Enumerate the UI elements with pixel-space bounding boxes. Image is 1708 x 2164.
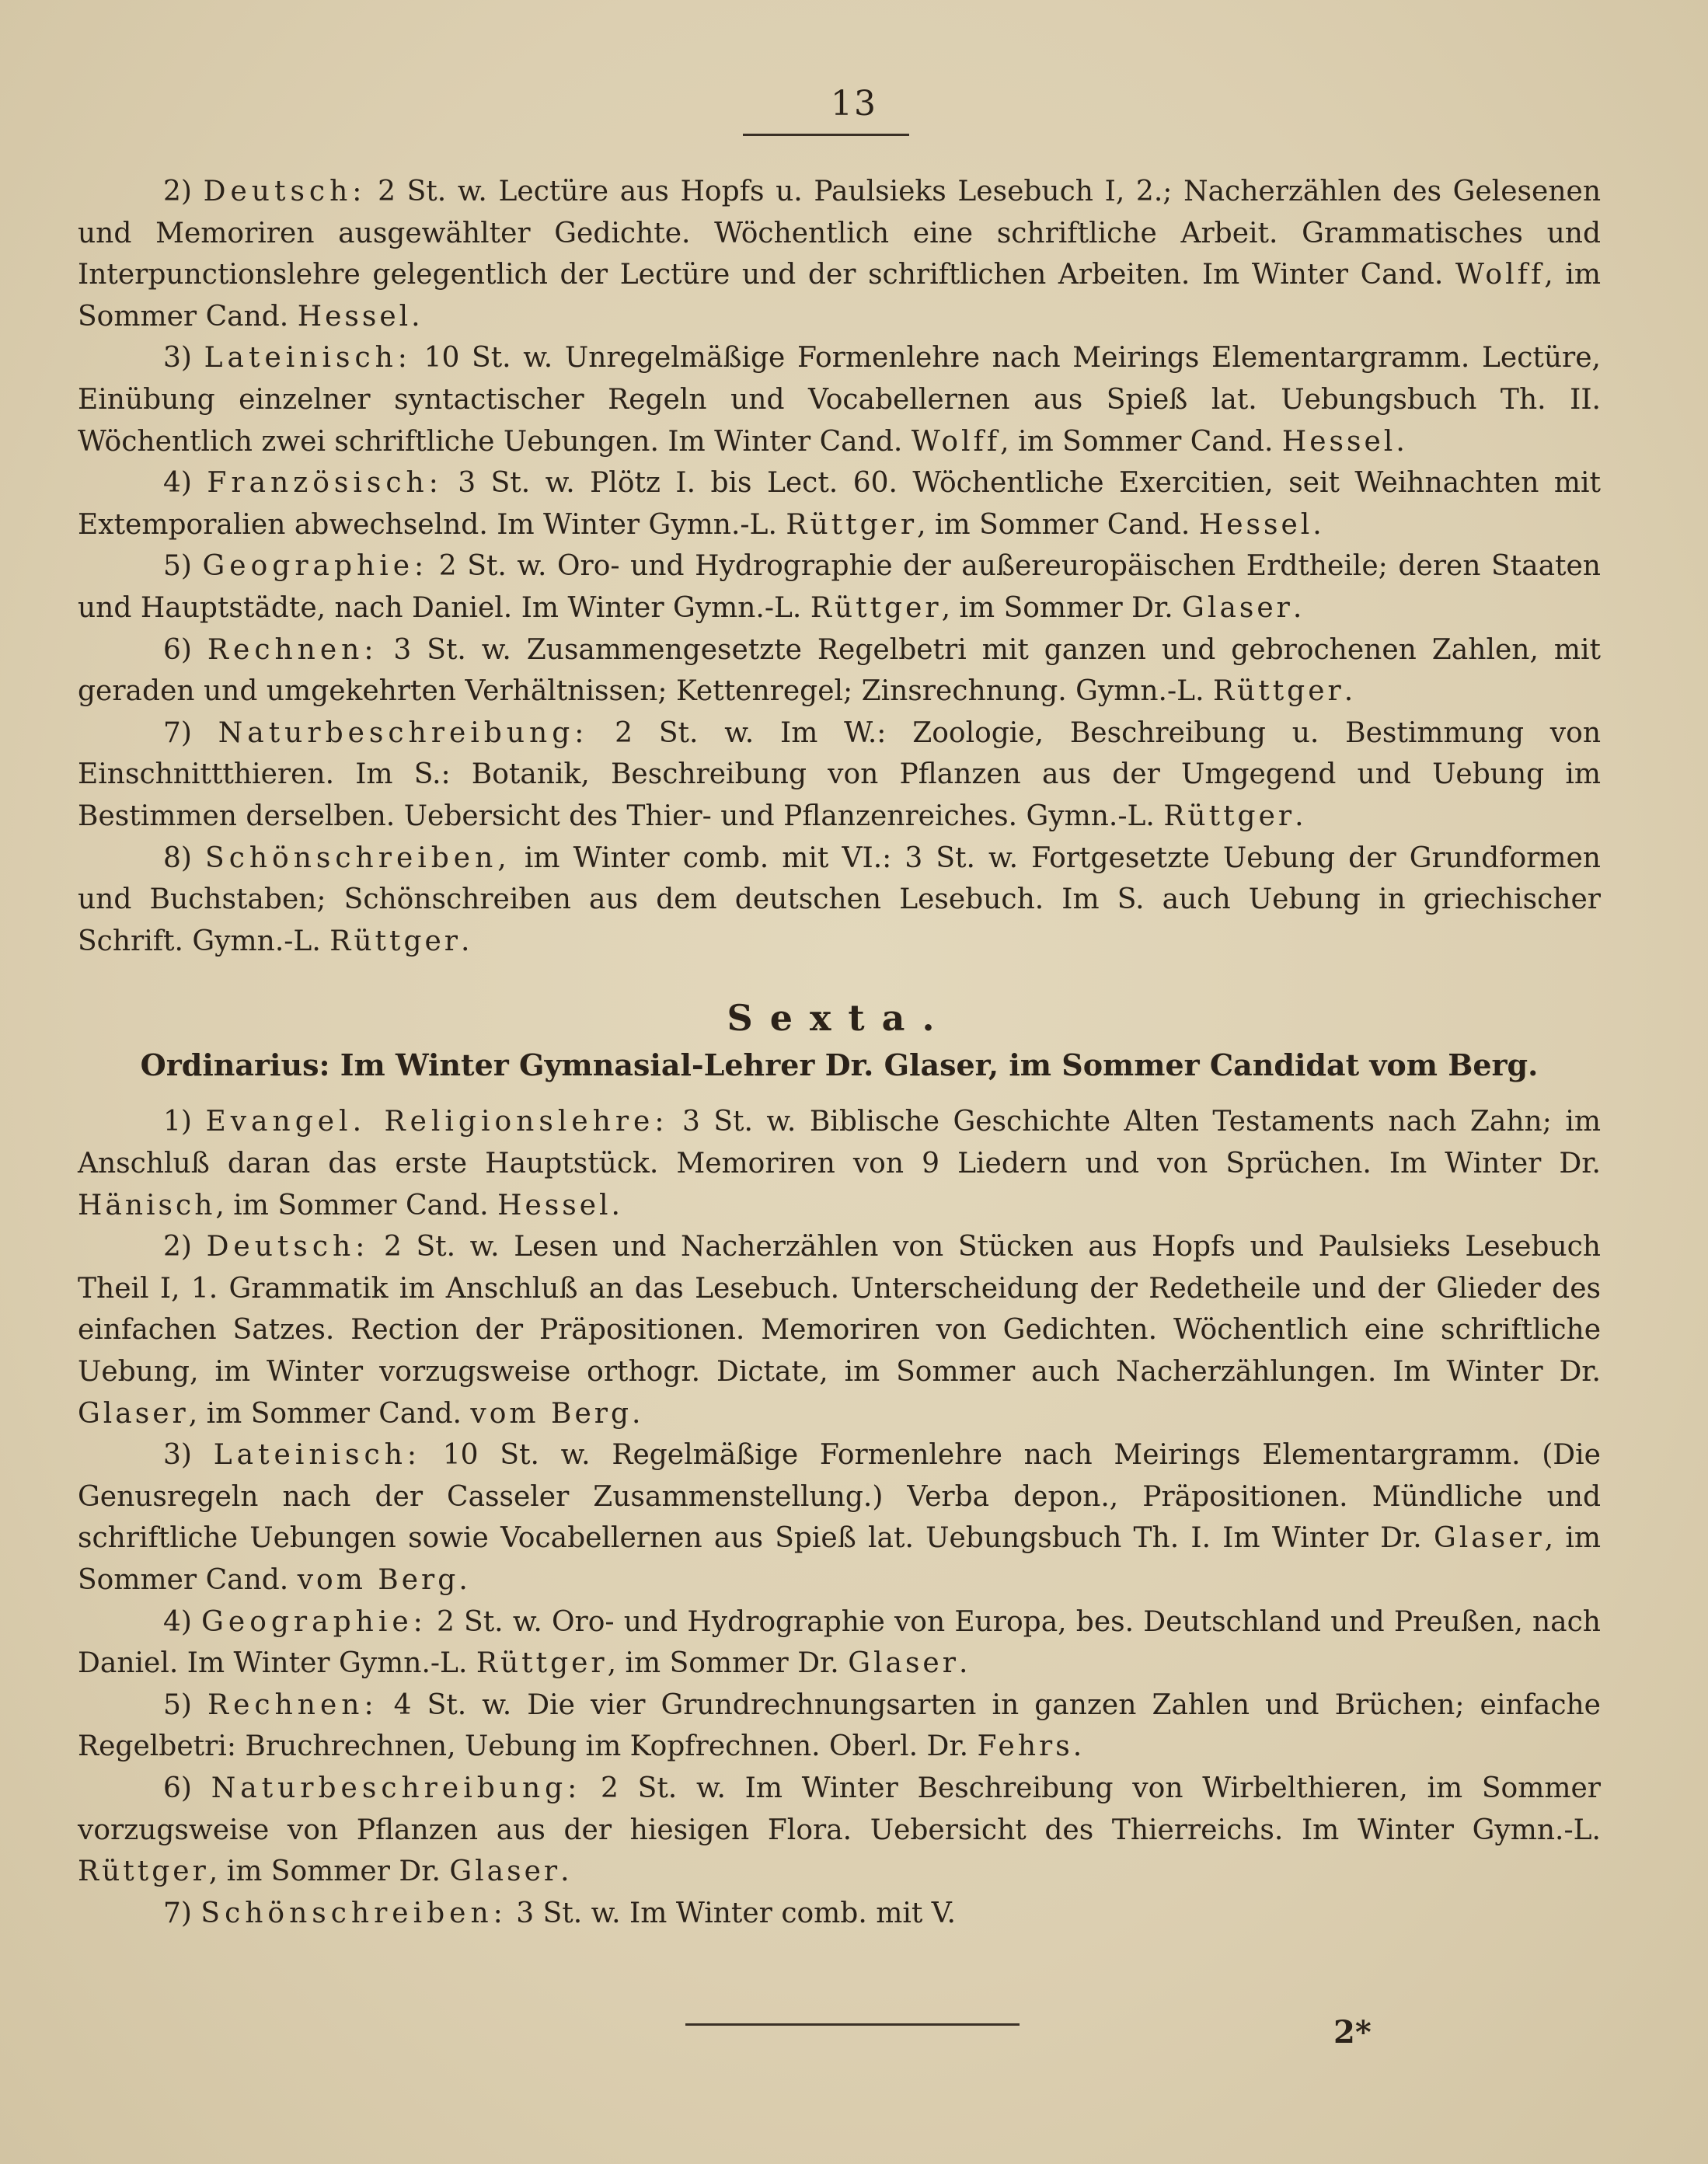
connector-text: , im Sommer Dr. bbox=[941, 591, 1183, 624]
paragraph-number: 3) bbox=[163, 1439, 192, 1472]
course-paragraph bbox=[78, 1685, 1601, 1768]
course-description: 2 St. w. Lesen und Nacherzählen von Stücken aus Hopfs und Paulsieks Lesebuch Theil I, 1. Grammatik im Anschluß an das Lesebuch. Unterscheidung der Redetheile und der Glieder des einfachen Satzes. Rection der Präpositionen. Memoriren von Gedichten. Wöchentlich eine schriftliche Uebung, im Winter vorzugsweise orthogr. Dictate, im Sommer auch Nacherzählungen. Im Winter Dr. bbox=[78, 1231, 1601, 1389]
teacher-name: Rüttger bbox=[78, 1856, 209, 1888]
course-description: 3 St. w. Im Winter comb. mit V. bbox=[516, 1897, 956, 1929]
subject-name: Geographie: bbox=[202, 550, 429, 583]
teacher-name: vom Berg bbox=[470, 1397, 633, 1430]
paragraph-number: 7) bbox=[163, 716, 192, 749]
paragraph-end: . bbox=[1396, 425, 1405, 458]
teacher-name: Hessel bbox=[497, 1189, 612, 1221]
previous-section-paragraphs bbox=[78, 171, 1601, 962]
connector-text: , im Sommer Cand. bbox=[188, 1397, 471, 1430]
paragraph-end: . bbox=[611, 1189, 620, 1221]
teacher-name: Wolff bbox=[911, 425, 1001, 458]
teacher-name: Rüttger bbox=[1212, 675, 1344, 708]
teacher-name: Glaser bbox=[1433, 1522, 1545, 1555]
teacher-name: Glaser bbox=[78, 1397, 189, 1430]
paragraph-end: . bbox=[1344, 675, 1354, 708]
subject-name: Französisch: bbox=[207, 467, 443, 500]
subject-name: Rechnen: bbox=[207, 1688, 378, 1721]
paragraph-end: . bbox=[1292, 591, 1302, 624]
course-description: 2 St. w. Oro- und Hydrographie der außereuropäischen Erdtheile; deren Staaten und Hauptstädte, nach Daniel. Im Winter Gymn.-L. bbox=[78, 550, 1601, 624]
teacher-name: Hessel bbox=[1198, 508, 1313, 541]
subject-name: Evangel. Religionslehre: bbox=[205, 1106, 669, 1138]
paragraph-number: 7) bbox=[163, 1897, 192, 1929]
connector-text: , im Sommer Cand. bbox=[215, 1189, 498, 1221]
signature-mark: 2* bbox=[1333, 2014, 1372, 2051]
connector-text: , im Sommer Cand. bbox=[917, 508, 1199, 541]
header-rule bbox=[743, 134, 909, 136]
subject-name: Naturbeschreibung: bbox=[211, 1772, 582, 1804]
course-paragraph bbox=[78, 1601, 1601, 1685]
course-description: 3 St. w. Biblische Geschichte Alten Testaments nach Zahn; im Anschluß daran das erste Hauptstück. Memoriren von 9 Liedern und von Sprüchen. Im Winter Dr. bbox=[78, 1106, 1601, 1180]
teacher-name: vom Berg bbox=[297, 1564, 459, 1596]
paragraph-number: 6) bbox=[163, 633, 192, 666]
paragraph-end: . bbox=[632, 1397, 641, 1430]
course-description: 10 St. w. Regelmäßige Formenlehre nach Meirings Elementargramm. (Die Genusregeln nach der Casseler Zusammenstellung.) Verba depon., Präpositionen. Mündliche und schriftliche Uebungen sowie Vocabellernen aus Spieß lat. Uebungsbuch Th. I. Im Winter Dr. bbox=[78, 1439, 1601, 1555]
paragraph-end: . bbox=[560, 1856, 570, 1888]
paragraph-number: 4) bbox=[163, 1605, 192, 1638]
teacher-name: Rüttger bbox=[476, 1647, 608, 1680]
connector-text: , im Sommer Cand. bbox=[78, 259, 1601, 333]
teacher-name: Hessel bbox=[297, 300, 412, 333]
course-description: im Winter comb. mit VI.: 3 St. w. Fortgesetzte Uebung der Grundformen und Buchstaben; Schönschreiben aus dem deutschen Lesebuch. Im S. auch Uebung in griechischer Schrift. Gymn.-L. bbox=[78, 842, 1601, 957]
sexta-paragraphs bbox=[78, 1101, 1601, 1934]
paragraph-end: . bbox=[461, 925, 470, 957]
connector-text: , im Sommer Cand. bbox=[78, 1522, 1601, 1596]
course-paragraph bbox=[78, 1101, 1601, 1226]
teacher-name: Hänisch bbox=[78, 1189, 216, 1221]
teacher-name: Glaser bbox=[1182, 591, 1293, 624]
course-paragraph bbox=[78, 1226, 1601, 1434]
connector-text: , im Sommer Dr. bbox=[607, 1647, 849, 1680]
footer-rule bbox=[685, 2023, 1020, 2026]
paragraph-number: 1) bbox=[163, 1106, 192, 1138]
course-paragraph bbox=[78, 545, 1601, 629]
paragraph-number: 2) bbox=[163, 176, 192, 207]
course-description: 3 St. w. Plötz I. bis Lect. 60. Wöchentliche Exercitien, seit Weihnachten mit Extemporalien abwechselnd. Im Winter Gymn.-L. bbox=[78, 467, 1601, 541]
teacher-name: Rüttger bbox=[1163, 800, 1295, 832]
teacher-name: Rüttger bbox=[810, 591, 942, 624]
course-paragraph bbox=[78, 337, 1601, 462]
subject-name: Deutsch: bbox=[206, 1231, 370, 1263]
course-paragraph bbox=[78, 629, 1601, 713]
paragraph-number: 2) bbox=[163, 1231, 192, 1263]
subject-name: Geographie: bbox=[201, 1605, 427, 1638]
teacher-name: Fehrs bbox=[977, 1730, 1073, 1763]
page-body bbox=[78, 171, 1601, 1934]
course-paragraph bbox=[78, 713, 1601, 838]
subject-name: Lateinisch: bbox=[204, 342, 412, 375]
subject-name: Naturbeschreibung: bbox=[218, 716, 589, 749]
paragraph-number: 5) bbox=[163, 1688, 192, 1721]
paragraph-end: . bbox=[411, 300, 420, 333]
course-paragraph bbox=[78, 1434, 1601, 1601]
teacher-name: Glaser bbox=[449, 1856, 561, 1888]
paragraph-number: 4) bbox=[163, 467, 192, 500]
teacher-name: Hessel bbox=[1281, 425, 1396, 458]
paragraph-number: 6) bbox=[163, 1772, 192, 1804]
subject-name: Lateinisch: bbox=[213, 1439, 422, 1472]
connector-text: , im Sommer Cand. bbox=[1000, 425, 1282, 458]
course-description: 2 St. w. Im Winter Beschreibung von Wirbelthieren, im Sommer vorzugsweise von Pflanzen aus der hiesigen Flora. Uebersicht des Thierreichs. Im Winter Gymn.-L. bbox=[78, 1772, 1602, 1846]
course-description: 2 St. w. Im W.: Zoologie, Beschreibung u. Bestimmung von Einschnittthieren. Im S.: Botanik, Beschreibung von Pflanzen aus der Umgegend und Uebung im Bestimmen derselben. Uebersicht des Thier- und Pflanzenreiches. Gymn.-L. bbox=[78, 716, 1602, 832]
teacher-name: Wolff bbox=[1455, 259, 1545, 291]
paragraph-end: . bbox=[1295, 800, 1304, 832]
course-paragraph bbox=[78, 838, 1601, 963]
course-paragraph bbox=[78, 171, 1601, 337]
teacher-name: Glaser bbox=[848, 1647, 959, 1680]
paragraph-end: . bbox=[1312, 508, 1322, 541]
course-paragraph bbox=[78, 1768, 1601, 1893]
subject-name: Schönschreiben: bbox=[200, 1897, 507, 1929]
course-description: 2 St. w. Oro- und Hydrographie von Europa, bes. Deutschland und Preußen, nach Daniel. Im Winter Gymn.-L. bbox=[78, 1605, 1601, 1680]
paragraph-end: . bbox=[1072, 1730, 1082, 1763]
subject-name: Schönschreiben, bbox=[205, 842, 511, 874]
course-paragraph bbox=[78, 1893, 1601, 1935]
course-description: 3 St. w. Zusammengesetzte Regelbetri mit ganzen und gebrochenen Zahlen, mit geraden und umgekehrten Verhältnissen; Kettenregel; Zinsrechnung. Gymn.-L. bbox=[78, 633, 1601, 708]
paragraph-end: . bbox=[458, 1564, 468, 1596]
subject-name: Rechnen: bbox=[207, 633, 378, 666]
subject-name: Deutsch: bbox=[203, 176, 367, 207]
paragraph-number: 3) bbox=[163, 342, 192, 375]
paragraph-number: 8) bbox=[163, 842, 192, 874]
course-description: 10 St. w. Unregelmäßige Formenlehre nach Meirings Elementargramm. Lectüre, Einübung einzelner syntactischer Regeln und Vocabellernen aus Spieß lat. Uebungsbuch Th. II. Wöchentlich zwei schriftliche Uebungen. Im Winter Cand. bbox=[78, 342, 1601, 458]
teacher-name: Rüttger bbox=[329, 925, 462, 957]
paragraph-number: 5) bbox=[163, 550, 192, 583]
course-description: 2 St. w. Lectüre aus Hopfs u. Paulsieks Lesebuch I, 2.; Nacherzählen des Gelesenen und Memoriren ausgewählter Gedichte. Wöchentlich eine schriftliche Arbeit. Grammatisches und Interpunctionslehre gelegentlich der Lectüre und der schriftlichen Arbeiten. Im Winter Cand. bbox=[78, 176, 1602, 291]
course-description: 4 St. w. Die vier Grundrechnungsarten in ganzen Zahlen und Brüchen; einfache Regelbetri: Bruchrechnen, Uebung im Kopfrechnen. Oberl. Dr. bbox=[78, 1688, 1601, 1763]
paragraph-end: . bbox=[958, 1647, 968, 1680]
page-number: 13 bbox=[831, 84, 877, 124]
section-title: Sexta. bbox=[727, 997, 952, 1040]
connector-text: , im Sommer Dr. bbox=[208, 1856, 450, 1888]
course-paragraph bbox=[78, 462, 1601, 545]
teacher-name: Rüttger bbox=[786, 508, 918, 541]
ordinarius-line: Ordinarius: Im Winter Gymnasial-Lehrer Dr. Glaser, im Sommer Candidat vom Berg. bbox=[140, 1047, 1539, 1082]
